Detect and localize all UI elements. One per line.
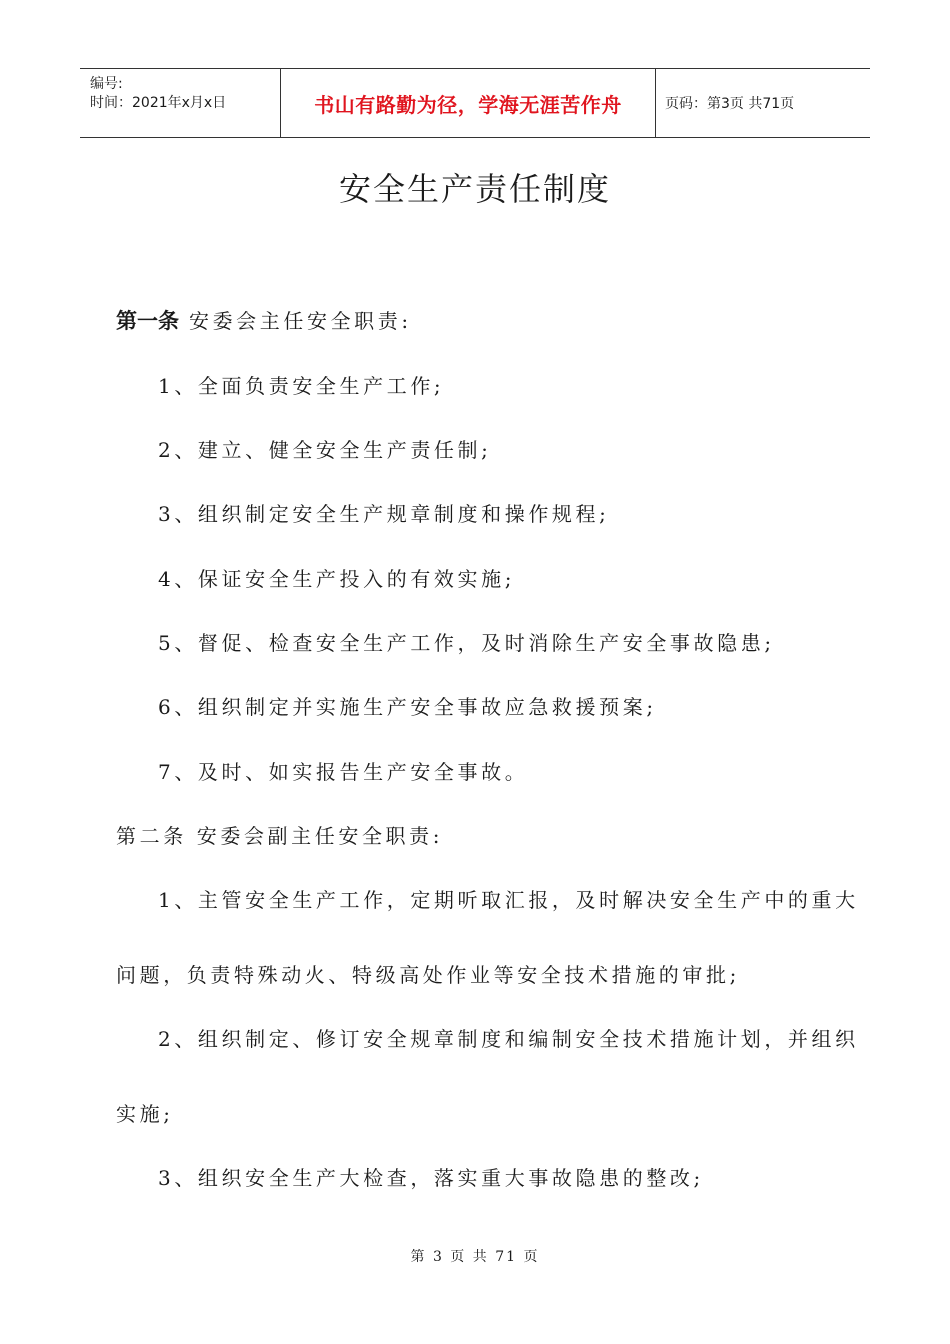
article2-item-3: 3、组织安全生产大检查，落实重大事故隐患的整改; <box>158 1166 704 1190</box>
header-meta-cell <box>80 69 280 137</box>
header-motto: 书山有路勤为径，学海无涯苦作舟 <box>314 92 622 117</box>
header-page-info: 页码：第3页 共71页 <box>665 96 795 112</box>
article1-item-6: 6、组织制定并实施生产安全事故应急救援预案; <box>158 695 657 719</box>
article2-heading: 第二条 安委会副主任安全职责: <box>116 824 444 848</box>
article2-item-1-line-2: 问题，负责特殊动火、特级高处作业等安全技术措施的审批; <box>116 963 740 987</box>
article1-item-3: 3、组织制定安全生产规章制度和操作规程; <box>158 502 610 526</box>
article1-heading-line <box>116 305 412 335</box>
page-footer: 第 3 页 共 71 页 <box>410 1249 540 1265</box>
header-motto-cell <box>280 69 656 137</box>
header-page-cell <box>655 69 870 137</box>
article2-item-2-line-1: 2、组织制定、修订安全规章制度和编制安全技术措施计划，并组织 <box>158 1027 859 1051</box>
document-time-label: 时间：2021年x月x日 <box>90 95 227 111</box>
article1-item-1: 1、全面负责安全生产工作; <box>158 374 445 398</box>
article1-item-4: 4、保证安全生产投入的有效实施; <box>158 567 516 591</box>
article1-item-5: 5、督促、检查安全生产工作，及时消除生产安全事故隐患; <box>158 631 775 655</box>
article2-item-1-line-1: 1、主管安全生产工作，定期听取汇报，及时解决安全生产中的重大 <box>158 888 859 912</box>
article1-item-2: 2、建立、健全安全生产责任制; <box>158 438 492 462</box>
document-header <box>80 68 870 138</box>
article1-heading: 第一条 <box>116 309 179 333</box>
article1-item-7: 7、及时、如实报告生产安全事故。 <box>158 760 529 784</box>
page-title: 安全生产责任制度 <box>338 170 611 208</box>
article1-heading-text: 安委会主任安全职责: <box>188 309 412 333</box>
article2-item-2-line-2: 实施; <box>116 1102 174 1126</box>
document-number-label: 编号: <box>90 76 123 92</box>
